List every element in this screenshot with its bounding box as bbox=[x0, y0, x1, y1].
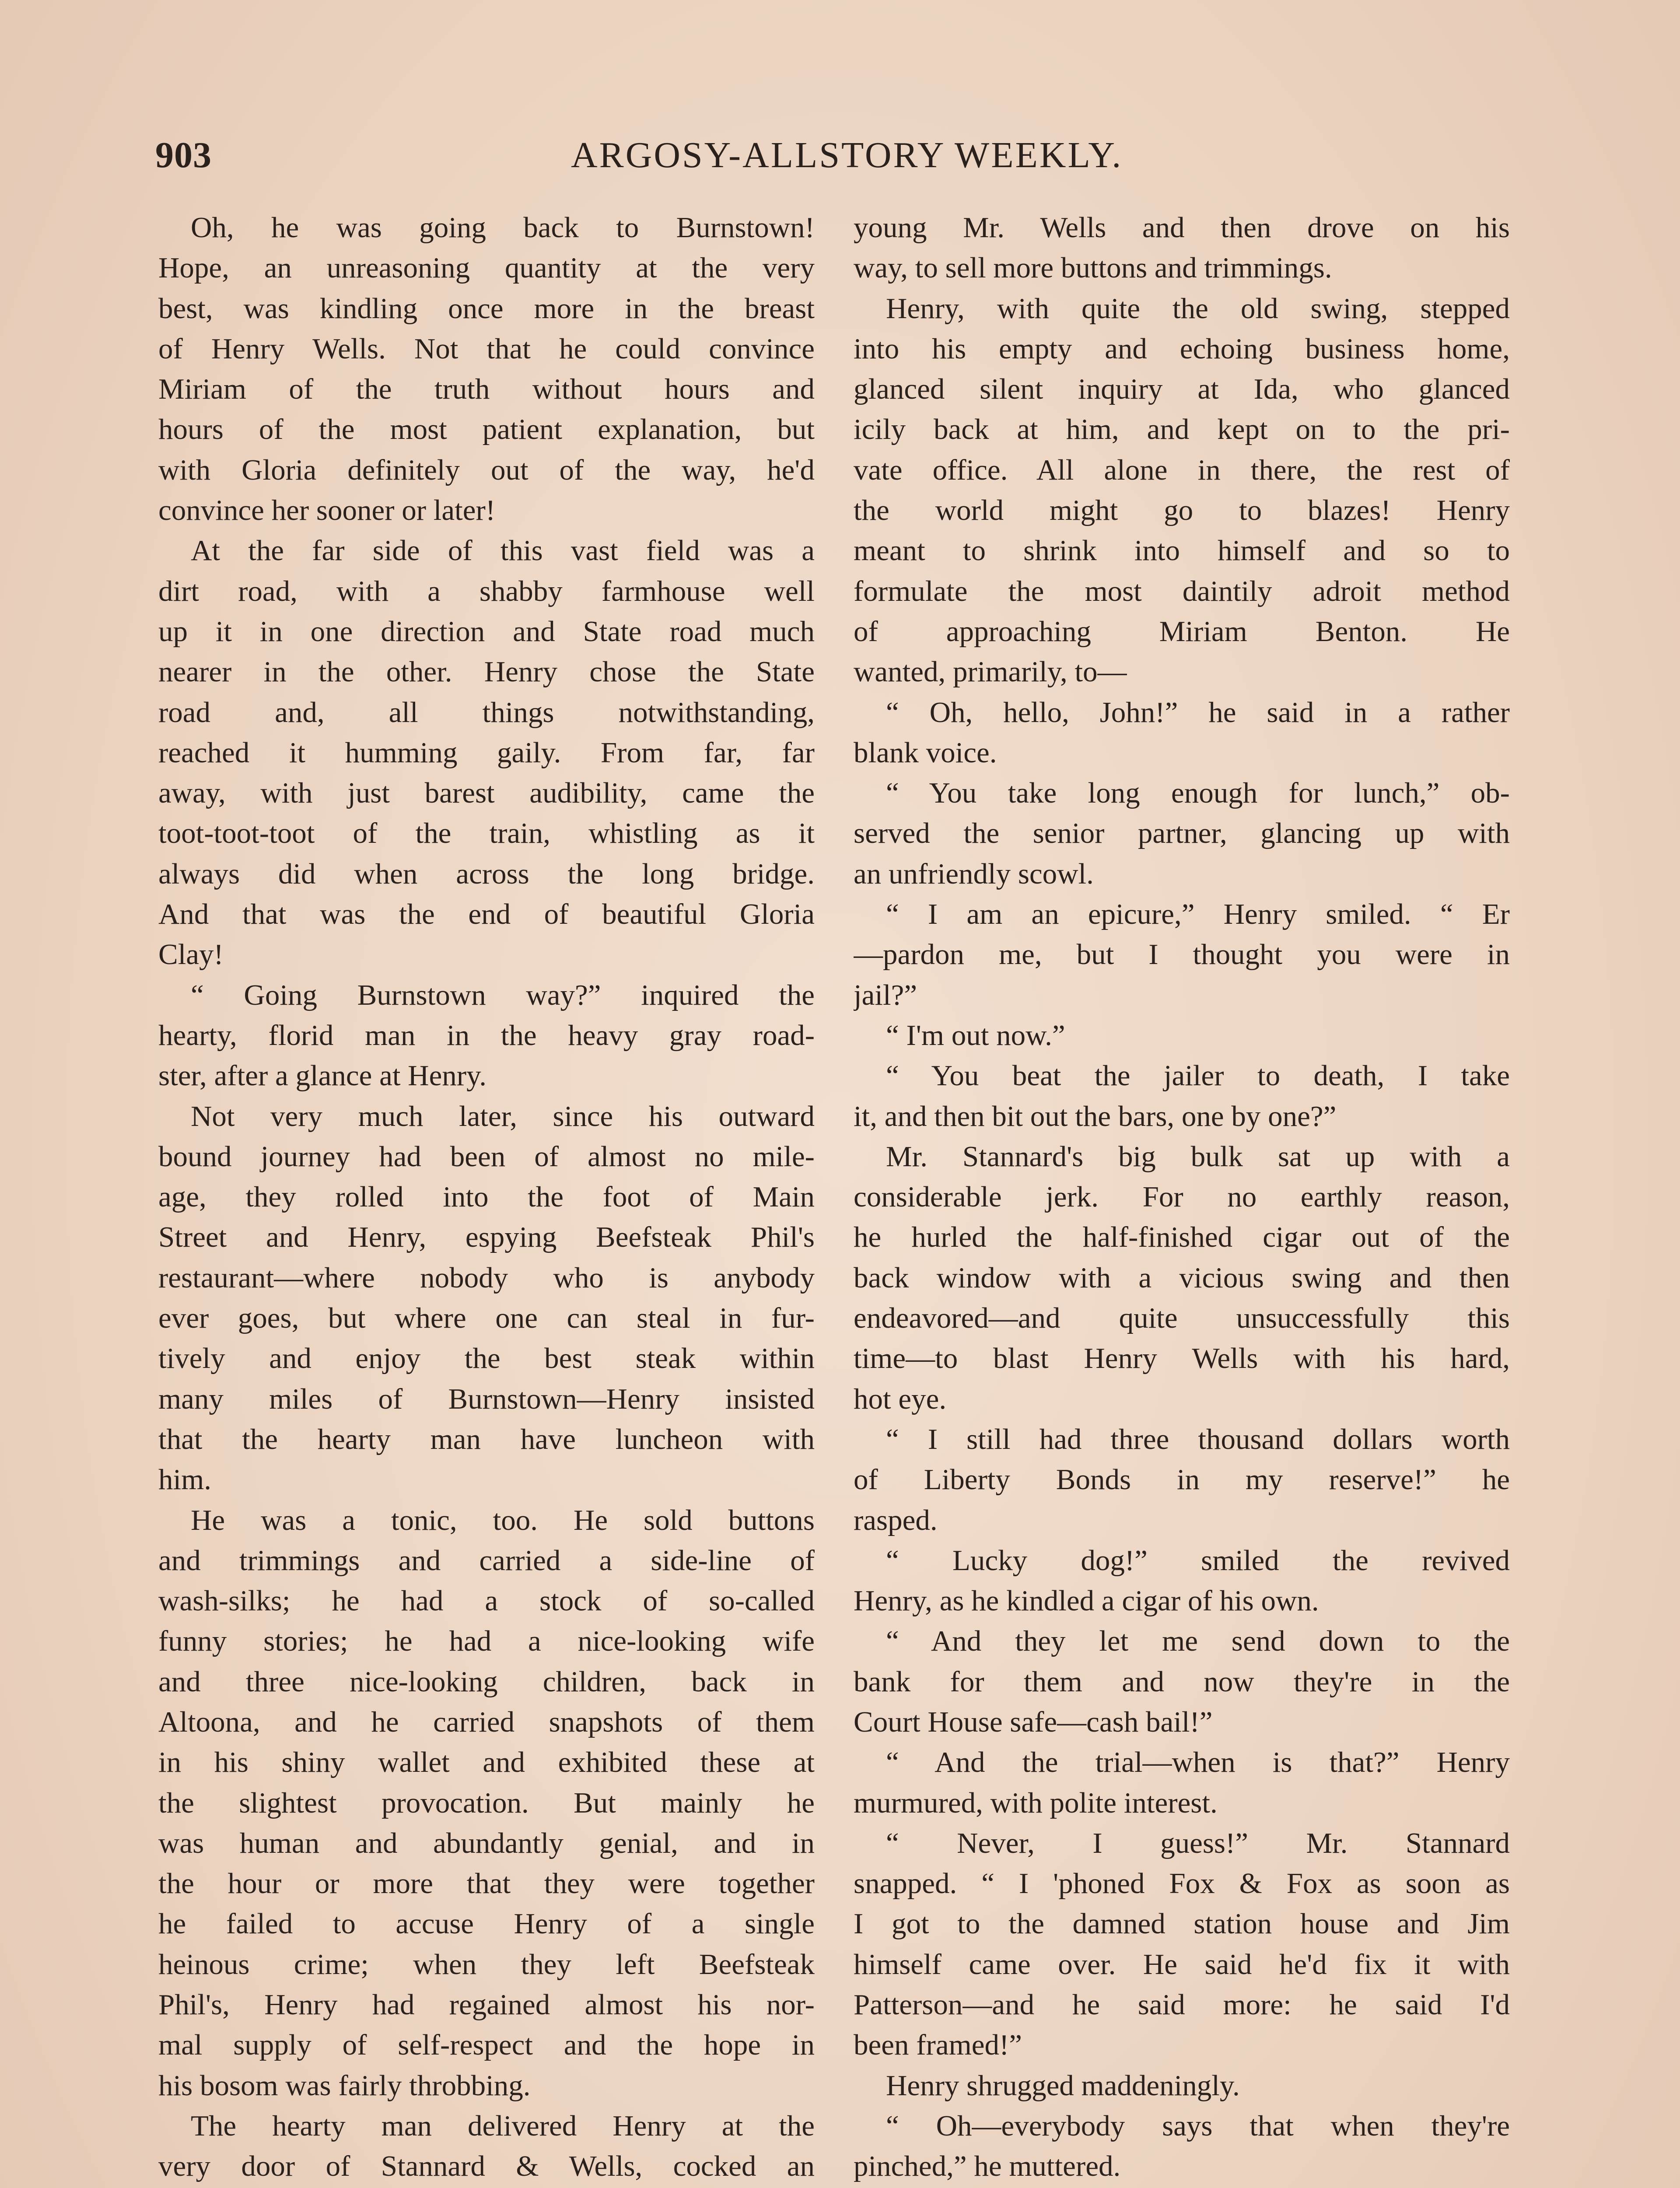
text-line: the hour or more that they were together bbox=[158, 1867, 815, 1900]
text-line: —pardon me, but I thought you were in bbox=[854, 938, 1510, 971]
text-line: bound journey had been of almost no mile- bbox=[158, 1140, 815, 1173]
text-line: tively and enjoy the best steak within bbox=[158, 1342, 815, 1375]
text-line: murmured, with polite interest. bbox=[854, 1786, 1218, 1819]
text-line: him. bbox=[158, 1463, 211, 1496]
text-line: age, they rolled into the foot of Main bbox=[158, 1181, 815, 1213]
text-line: back window with a vicious swing and then bbox=[854, 1261, 1510, 1294]
text-line: “ And they let me send down to the bbox=[886, 1625, 1510, 1658]
text-line: Court House safe—cash bail!” bbox=[854, 1705, 1213, 1738]
text-line: Henry, as he kindled a cigar of his own. bbox=[854, 1585, 1319, 1617]
text-line: mal supply of self-respect and the hope in bbox=[158, 2029, 815, 2062]
text-line: “ You beat the jailer to death, I take bbox=[886, 1059, 1510, 1092]
text-line: blank voice. bbox=[854, 736, 997, 769]
text-line: of approaching Miriam Benton. He bbox=[854, 615, 1510, 648]
text-line: pinched,” he muttered. bbox=[854, 2150, 1121, 2183]
text-line: of Henry Wells. Not that he could convince bbox=[158, 332, 815, 365]
running-title: ARGOSY-ALLSTORY WEEKLY. bbox=[571, 135, 1123, 175]
text-line: Street and Henry, espying Beefsteak Phil's bbox=[158, 1221, 815, 1254]
text-line: best, was kindling once more in the breast bbox=[158, 292, 815, 325]
text-line: he failed to accuse Henry of a single bbox=[158, 1907, 815, 1940]
page-header bbox=[155, 127, 1542, 184]
text-line: his bosom was fairly throbbing. bbox=[158, 2069, 531, 2102]
text-line: of Liberty Bonds in my reserve!” he bbox=[854, 1463, 1510, 1496]
text-line: “ Oh, hello, John!” he said in a rather bbox=[886, 696, 1510, 729]
text-line: meant to shrink into himself and so to bbox=[854, 534, 1510, 567]
text-line: convince her sooner or later! bbox=[158, 494, 496, 527]
text-line: vate office. All alone in there, the rest of bbox=[854, 453, 1510, 486]
text-line: it, and then bit out the bars, one by one?” bbox=[854, 1100, 1337, 1133]
text-line: very door of Stannard & Wells, cocked an bbox=[158, 2150, 815, 2183]
text-line: always did when across the long bridge. bbox=[158, 857, 815, 890]
text-line: in his shiny wallet and exhibited these at bbox=[158, 1746, 815, 1779]
text-line: rasped. bbox=[854, 1504, 938, 1536]
text-line: He was a tonic, too. He sold buttons bbox=[191, 1504, 815, 1536]
text-line: reached it humming gaily. From far, far bbox=[158, 736, 815, 769]
text-line bbox=[158, 2187, 815, 2188]
text-line: away, with just barest audibility, came the bbox=[158, 777, 815, 810]
text-line: endeavored—and quite unsuccessfully this bbox=[854, 1302, 1510, 1335]
text-line: heinous crime; when they left Beefsteak bbox=[158, 1948, 815, 1981]
text-line: “ Oh—everybody says that when they're bbox=[886, 2109, 1510, 2142]
text-line: icily back at him, and kept on to the pri- bbox=[854, 413, 1510, 446]
text-line: himself came over. He said he'd fix it with bbox=[854, 1948, 1510, 1981]
text-line: “ Going Burnstown way?” inquired the bbox=[191, 978, 815, 1011]
text-line: restaurant—where nobody who is anybody bbox=[158, 1261, 815, 1294]
text-line: wanted, primarily, to— bbox=[854, 656, 1127, 688]
page-number: 903 bbox=[155, 135, 212, 175]
text-line: “ Never, I guess!” Mr. Stannard bbox=[886, 1827, 1510, 1859]
text-line: Clay! bbox=[158, 938, 224, 971]
text-line: way, to sell more buttons and trimmings. bbox=[854, 252, 1332, 284]
text-line: hearty, florid man in the heavy gray road- bbox=[158, 1019, 815, 1052]
text-line: and three nice-looking children, back in bbox=[158, 1665, 815, 1698]
text-line bbox=[854, 2187, 1510, 2188]
text-line: formulate the most daintily adroit method bbox=[854, 575, 1510, 607]
text-line: I got to the damned station house and Jim bbox=[854, 1907, 1510, 1940]
text-line: The hearty man delivered Henry at the bbox=[191, 2109, 815, 2142]
text-line: ster, after a glance at Henry. bbox=[158, 1059, 487, 1092]
text-line: “ I still had three thousand dollars worth bbox=[886, 1423, 1510, 1455]
text-line: At the far side of this vast field was a bbox=[191, 534, 815, 567]
text-line: and trimmings and carried a side-line of bbox=[158, 1544, 815, 1577]
text-line: with Gloria definitely out of the way, he'd bbox=[158, 453, 815, 486]
text-line: snapped. “ I 'phoned Fox & Fox as soon as bbox=[854, 1867, 1510, 1900]
left-column bbox=[158, 207, 815, 2188]
text-line: Henry shrugged maddeningly. bbox=[886, 2069, 1240, 2102]
text-line: many miles of Burnstown—Henry insisted bbox=[158, 1382, 815, 1415]
text-line: “ I'm out now.” bbox=[886, 1019, 1065, 1052]
right-column bbox=[854, 207, 1510, 2188]
text-line: the world might go to blazes! Henry bbox=[854, 494, 1510, 527]
text-line: Oh, he was going back to Burnstown! bbox=[191, 211, 815, 244]
text-line: “ I am an epicure,” Henry smiled. “ Er bbox=[886, 898, 1510, 931]
text-line: up it in one direction and State road much bbox=[158, 615, 815, 648]
text-line: bank for them and now they're in the bbox=[854, 1665, 1510, 1698]
text-line: hot eye. bbox=[854, 1382, 947, 1415]
text-line: served the senior partner, glancing up with bbox=[854, 817, 1510, 850]
text-line: ever goes, but where one can steal in fur- bbox=[158, 1302, 815, 1335]
text-line: road and, all things notwithstanding, bbox=[158, 696, 815, 729]
text-line: Not very much later, since his outward bbox=[191, 1100, 815, 1133]
text-line: “ You take long enough for lunch,” ob- bbox=[886, 777, 1510, 810]
text-line: he hurled the half-finished cigar out of the bbox=[854, 1221, 1510, 1254]
text-line: “ And the trial—when is that?” Henry bbox=[886, 1746, 1510, 1779]
text-line: Mr. Stannard's big bulk sat up with a bbox=[886, 1140, 1510, 1173]
text-line: considerable jerk. For no earthly reason, bbox=[854, 1181, 1510, 1213]
text-line: Patterson—and he said more: he said I'd bbox=[854, 1988, 1510, 2021]
text-line: time—to blast Henry Wells with his hard, bbox=[854, 1342, 1510, 1375]
text-line: young Mr. Wells and then drove on his bbox=[854, 211, 1510, 244]
text-line: glanced silent inquiry at Ida, who glanced bbox=[854, 373, 1510, 406]
text-line: an unfriendly scowl. bbox=[854, 857, 1094, 890]
text-line: funny stories; he had a nice-looking wife bbox=[158, 1625, 815, 1658]
text-line: that the hearty man have luncheon with bbox=[158, 1423, 815, 1455]
text-line: dirt road, with a shabby farmhouse well bbox=[158, 575, 815, 607]
text-line: wash-silks; he had a stock of so-called bbox=[158, 1585, 815, 1617]
text-line: toot-toot-toot of the train, whistling as it bbox=[158, 817, 815, 850]
text-line: the slightest provocation. But mainly he bbox=[158, 1786, 815, 1819]
text-line: Phil's, Henry had regained almost his nor- bbox=[158, 1988, 815, 2021]
text-line: hours of the most patient explanation, but bbox=[158, 413, 815, 446]
text-line: “ Lucky dog!” smiled the revived bbox=[886, 1544, 1510, 1577]
text-line: into his empty and echoing business home, bbox=[854, 332, 1510, 365]
text-line: Altoona, and he carried snapshots of them bbox=[158, 1705, 815, 1738]
text-line: been framed!” bbox=[854, 2029, 1022, 2062]
text-line: And that was the end of beautiful Gloria bbox=[158, 898, 815, 931]
text-line: jail?” bbox=[854, 978, 917, 1011]
text-line: Henry, with quite the old swing, stepped bbox=[886, 292, 1510, 325]
text-line: nearer in the other. Henry chose the State bbox=[158, 656, 815, 688]
text-line: Miriam of the truth without hours and bbox=[158, 373, 815, 406]
text-line: was human and abundantly genial, and in bbox=[158, 1827, 815, 1859]
text-line: Hope, an unreasoning quantity at the very bbox=[158, 252, 815, 284]
